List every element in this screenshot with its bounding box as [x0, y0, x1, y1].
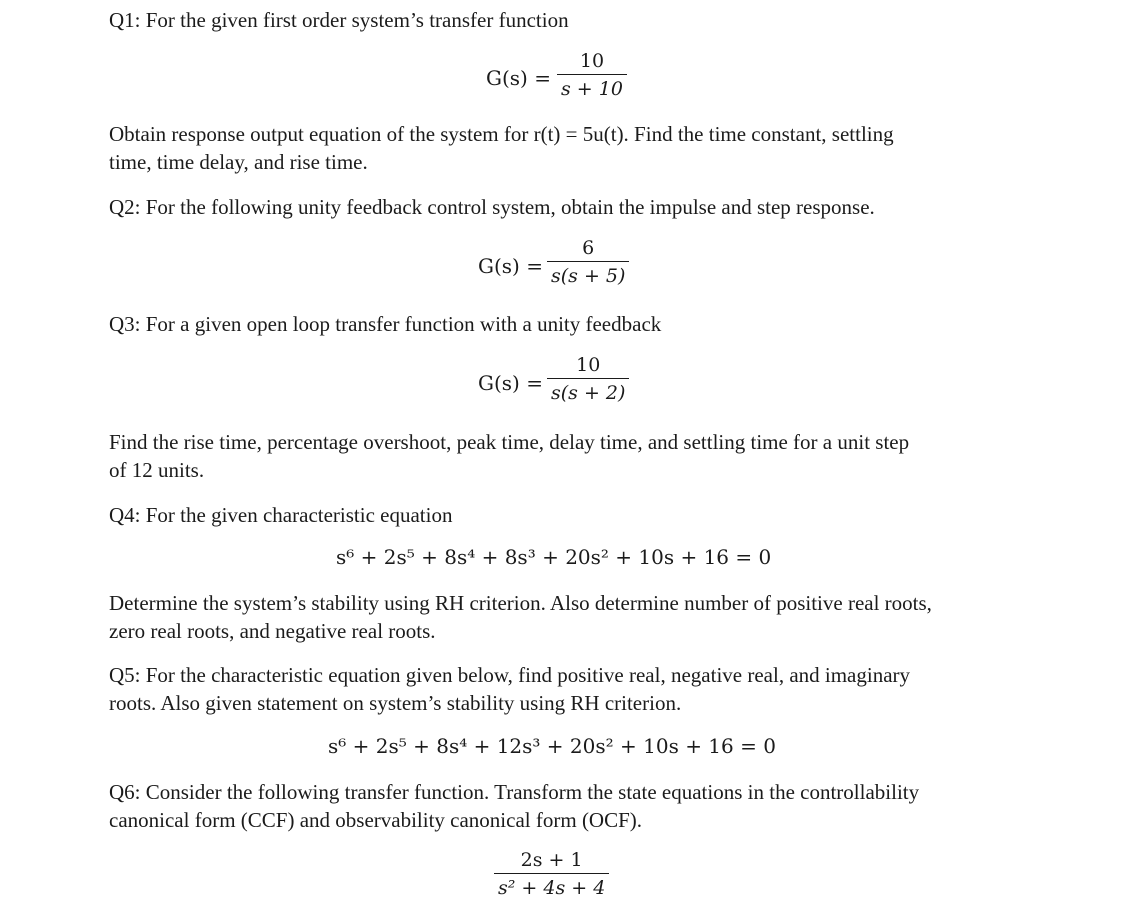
q2-transfer-function-lhs: G(s) =: [478, 254, 543, 278]
q2-denominator: s(s + 5): [551, 265, 626, 287]
q4-question-text-line2: zero real roots, and negative real roots.: [109, 619, 436, 643]
q2-heading: Q2: For the following unity feedback control system, obtain the impulse and step response.: [109, 195, 875, 219]
q3-denominator: s(s + 2): [551, 382, 626, 404]
q1-question-text-line2: time, time delay, and rise time.: [109, 150, 368, 174]
q5-heading-line1: Q5: For the characteristic equation given below, find positive real, negative real, and imaginary: [109, 663, 911, 687]
q1-numerator: 10: [579, 50, 605, 72]
q1-heading: Q1: For the given first order system’s transfer function: [109, 8, 569, 32]
q2-numerator: 6: [582, 237, 595, 259]
q3-question-text-line2: of 12 units.: [109, 458, 205, 482]
q6-numerator: 2s + 1: [520, 849, 583, 871]
q3-transfer-function-fraction: [547, 352, 629, 407]
q6-transfer-function-fraction: [494, 847, 609, 902]
q6-denominator: s² + 4s + 4: [498, 877, 606, 899]
q1-transfer-function-lhs: G(s) =: [486, 66, 551, 90]
q2-transfer-function-fraction: [547, 235, 629, 290]
q6-heading-line1: Q6: Consider the following transfer function. Transform the state equations in the controllability: [109, 780, 920, 804]
q4-heading: Q4: For the given characteristic equation: [109, 503, 453, 527]
q5-characteristic-equation: s⁶ + 2s⁵ + 8s⁴ + 12s³ + 20s² + 10s + 16 = 0: [328, 734, 776, 758]
q6-heading-line2: canonical form (CCF) and observability canonical form (OCF).: [109, 808, 643, 832]
q1-question-text-line1: Obtain response output equation of the system for r(t) = 5u(t). Find the time constant, settling: [109, 122, 894, 146]
q1-denominator: s + 10: [561, 78, 623, 100]
q3-heading: Q3: For a given open loop transfer function with a unity feedback: [109, 312, 662, 336]
q3-transfer-function-lhs: G(s) =: [478, 371, 543, 395]
q1-transfer-function-fraction: [557, 48, 627, 103]
q3-numerator: 10: [576, 354, 601, 376]
q5-heading-line2: roots. Also given statement on system’s stability using RH criterion.: [109, 691, 682, 715]
q4-question-text-line1: Determine the system’s stability using RH criterion. Also determine number of positive real roots,: [109, 591, 932, 615]
q4-characteristic-equation: s⁶ + 2s⁵ + 8s⁴ + 8s³ + 20s² + 10s + 16 = 0: [336, 545, 772, 569]
q3-question-text-line1: Find the rise time, percentage overshoot, peak time, delay time, and settling time for a unit step: [109, 430, 910, 454]
